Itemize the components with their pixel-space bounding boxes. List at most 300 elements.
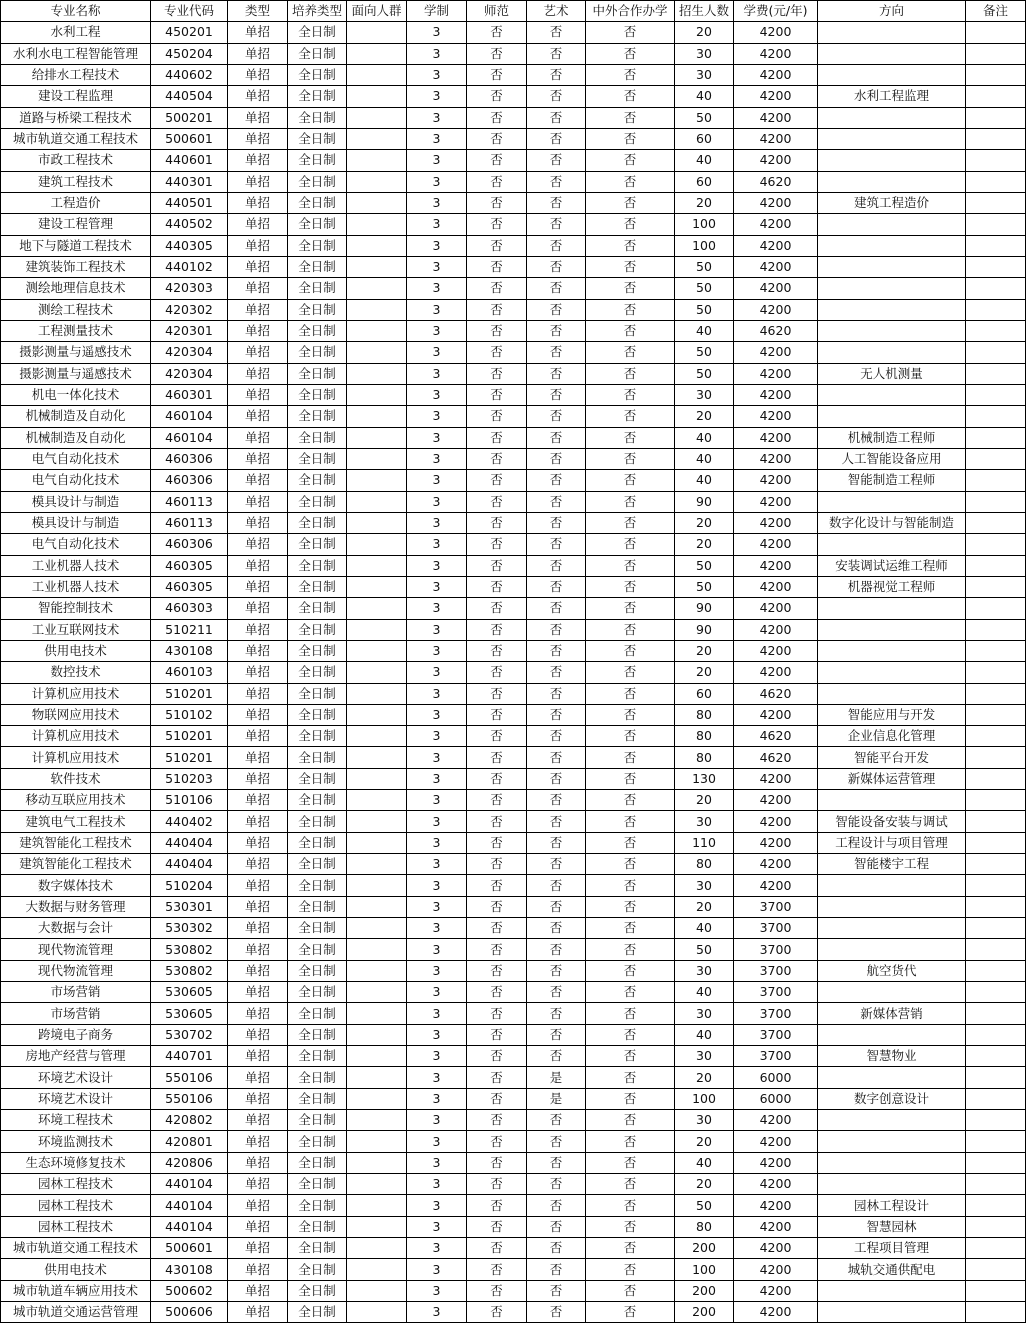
- cell-sino-foreign: 否: [586, 1088, 675, 1109]
- cell-type: 单招: [228, 363, 288, 384]
- cell-teacher-training: 否: [467, 1088, 527, 1109]
- cell-target-group: [347, 662, 407, 683]
- cell-type: 单招: [228, 320, 288, 341]
- table-row: [1, 747, 1026, 768]
- cell-tuition: 4200: [734, 790, 818, 811]
- cell-major-name: 生态环境修复技术: [1, 1152, 151, 1173]
- cell-enrollment: 50: [675, 576, 734, 597]
- cell-direction: [818, 491, 966, 512]
- cell-duration: 3: [407, 1238, 467, 1259]
- cell-sino-foreign: 否: [586, 1238, 675, 1259]
- cell-type: 单招: [228, 576, 288, 597]
- cell-sino-foreign: 否: [586, 790, 675, 811]
- cell-duration: 3: [407, 619, 467, 640]
- cell-art: 否: [527, 1238, 586, 1259]
- cell-type: 单招: [228, 512, 288, 533]
- cell-sino-foreign: 否: [586, 512, 675, 533]
- cell-enrollment: 20: [675, 662, 734, 683]
- cell-direction: 无人机测量: [818, 363, 966, 384]
- cell-target-group: [347, 534, 407, 555]
- cell-tuition: 3700: [734, 1046, 818, 1067]
- cell-training-type: 全日制: [288, 1024, 347, 1045]
- cell-duration: 3: [407, 320, 467, 341]
- table-row: [1, 427, 1026, 448]
- cell-art: 否: [527, 235, 586, 256]
- cell-teacher-training: 否: [467, 107, 527, 128]
- cell-duration: 3: [407, 342, 467, 363]
- cell-direction: [818, 342, 966, 363]
- cell-teacher-training: 否: [467, 1024, 527, 1045]
- table-row: [1, 683, 1026, 704]
- cell-target-group: [347, 1259, 407, 1280]
- cell-type: 单招: [228, 918, 288, 939]
- cell-duration: 3: [407, 982, 467, 1003]
- cell-sino-foreign: 否: [586, 918, 675, 939]
- cell-type: 单招: [228, 896, 288, 917]
- cell-art: 否: [527, 1302, 586, 1323]
- cell-training-type: 全日制: [288, 256, 347, 277]
- table-row: [1, 1195, 1026, 1216]
- cell-duration: 3: [407, 1302, 467, 1323]
- cell-type: 单招: [228, 1195, 288, 1216]
- cell-art: 否: [527, 811, 586, 832]
- cell-direction: 园林工程设计: [818, 1195, 966, 1216]
- cell-type: 单招: [228, 448, 288, 469]
- cell-direction: [818, 278, 966, 299]
- table-row: [1, 43, 1026, 64]
- cell-tuition: 4200: [734, 86, 818, 107]
- cell-enrollment: 40: [675, 427, 734, 448]
- table-row: [1, 1259, 1026, 1280]
- cell-remarks: [966, 1131, 1026, 1152]
- cell-direction: 智慧园林: [818, 1216, 966, 1237]
- cell-duration: 3: [407, 448, 467, 469]
- cell-art: 否: [527, 1280, 586, 1301]
- cell-duration: 3: [407, 214, 467, 235]
- cell-remarks: [966, 512, 1026, 533]
- cell-training-type: 全日制: [288, 683, 347, 704]
- cell-enrollment: 20: [675, 22, 734, 43]
- cell-major-name: 城市轨道车辆应用技术: [1, 1280, 151, 1301]
- cell-training-type: 全日制: [288, 491, 347, 512]
- cell-sino-foreign: 否: [586, 1046, 675, 1067]
- cell-remarks: [966, 150, 1026, 171]
- cell-remarks: [966, 534, 1026, 555]
- cell-duration: 3: [407, 576, 467, 597]
- cell-tuition: 4200: [734, 1259, 818, 1280]
- cell-duration: 3: [407, 1046, 467, 1067]
- cell-art: 否: [527, 363, 586, 384]
- cell-training-type: 全日制: [288, 192, 347, 213]
- cell-training-type: 全日制: [288, 854, 347, 875]
- cell-training-type: 全日制: [288, 235, 347, 256]
- cell-type: 单招: [228, 939, 288, 960]
- table-row: [1, 1003, 1026, 1024]
- cell-art: 否: [527, 406, 586, 427]
- cell-enrollment: 100: [675, 235, 734, 256]
- cell-remarks: [966, 1280, 1026, 1301]
- cell-tuition: 4620: [734, 171, 818, 192]
- cell-major-name: 模具设计与制造: [1, 512, 151, 533]
- cell-target-group: [347, 491, 407, 512]
- cell-major-code: 440104: [151, 1195, 228, 1216]
- cell-target-group: [347, 278, 407, 299]
- cell-enrollment: 40: [675, 86, 734, 107]
- cell-art: 否: [527, 427, 586, 448]
- cell-tuition: 3700: [734, 896, 818, 917]
- cell-duration: 3: [407, 171, 467, 192]
- cell-art: 否: [527, 192, 586, 213]
- cell-type: 单招: [228, 1003, 288, 1024]
- cell-major-code: 530702: [151, 1024, 228, 1045]
- cell-remarks: [966, 22, 1026, 43]
- cell-enrollment: 40: [675, 982, 734, 1003]
- cell-duration: 3: [407, 811, 467, 832]
- cell-duration: 3: [407, 747, 467, 768]
- cell-target-group: [347, 1302, 407, 1323]
- table-row: [1, 22, 1026, 43]
- cell-teacher-training: 否: [467, 747, 527, 768]
- cell-training-type: 全日制: [288, 448, 347, 469]
- cell-enrollment: 30: [675, 960, 734, 981]
- cell-major-name: 建筑智能化工程技术: [1, 854, 151, 875]
- cell-sino-foreign: 否: [586, 875, 675, 896]
- cell-training-type: 全日制: [288, 939, 347, 960]
- cell-major-code: 430108: [151, 1259, 228, 1280]
- cell-type: 单招: [228, 704, 288, 725]
- cell-art: 否: [527, 43, 586, 64]
- cell-type: 单招: [228, 768, 288, 789]
- table-row: [1, 192, 1026, 213]
- cell-teacher-training: 否: [467, 1238, 527, 1259]
- cell-training-type: 全日制: [288, 1302, 347, 1323]
- cell-target-group: [347, 43, 407, 64]
- cell-tuition: 3700: [734, 960, 818, 981]
- cell-sino-foreign: 否: [586, 960, 675, 981]
- cell-major-code: 460306: [151, 534, 228, 555]
- cell-remarks: [966, 939, 1026, 960]
- cell-remarks: [966, 384, 1026, 405]
- col-header-remarks: 备注: [966, 1, 1026, 22]
- cell-remarks: [966, 491, 1026, 512]
- cell-remarks: [966, 64, 1026, 85]
- cell-type: 单招: [228, 150, 288, 171]
- cell-tuition: 4200: [734, 107, 818, 128]
- cell-duration: 3: [407, 918, 467, 939]
- cell-type: 单招: [228, 1216, 288, 1237]
- col-header-sino-foreign: 中外合作办学: [586, 1, 675, 22]
- cell-major-code: 460103: [151, 662, 228, 683]
- table-row: [1, 854, 1026, 875]
- cell-remarks: [966, 875, 1026, 896]
- cell-major-name: 测绘地理信息技术: [1, 278, 151, 299]
- cell-art: 否: [527, 640, 586, 661]
- cell-tuition: 4200: [734, 598, 818, 619]
- table-row: [1, 512, 1026, 533]
- cell-sino-foreign: 否: [586, 832, 675, 853]
- cell-target-group: [347, 64, 407, 85]
- cell-major-code: 440104: [151, 1174, 228, 1195]
- cell-training-type: 全日制: [288, 342, 347, 363]
- cell-duration: 3: [407, 555, 467, 576]
- cell-enrollment: 80: [675, 704, 734, 725]
- cell-major-name: 电气自动化技术: [1, 470, 151, 491]
- cell-major-code: 510201: [151, 747, 228, 768]
- table-row: [1, 299, 1026, 320]
- cell-enrollment: 80: [675, 747, 734, 768]
- cell-sino-foreign: 否: [586, 342, 675, 363]
- cell-remarks: [966, 1259, 1026, 1280]
- cell-training-type: 全日制: [288, 1216, 347, 1237]
- table-row: [1, 1302, 1026, 1323]
- cell-teacher-training: 否: [467, 683, 527, 704]
- cell-major-code: 510106: [151, 790, 228, 811]
- cell-major-name: 建设工程管理: [1, 214, 151, 235]
- cell-art: 否: [527, 854, 586, 875]
- cell-remarks: [966, 171, 1026, 192]
- cell-art: 否: [527, 1259, 586, 1280]
- cell-sino-foreign: 否: [586, 1067, 675, 1088]
- cell-major-code: 440502: [151, 214, 228, 235]
- cell-tuition: 4200: [734, 22, 818, 43]
- cell-target-group: [347, 1280, 407, 1301]
- cell-training-type: 全日制: [288, 747, 347, 768]
- cell-tuition: 4200: [734, 363, 818, 384]
- cell-major-name: 模具设计与制造: [1, 491, 151, 512]
- cell-tuition: 4200: [734, 619, 818, 640]
- cell-direction: [818, 918, 966, 939]
- cell-duration: 3: [407, 491, 467, 512]
- cell-remarks: [966, 342, 1026, 363]
- cell-direction: 建筑工程造价: [818, 192, 966, 213]
- cell-remarks: [966, 1024, 1026, 1045]
- cell-enrollment: 20: [675, 1067, 734, 1088]
- table-row: [1, 1174, 1026, 1195]
- cell-target-group: [347, 683, 407, 704]
- cell-tuition: 4200: [734, 470, 818, 491]
- cell-tuition: 4620: [734, 747, 818, 768]
- cell-duration: 3: [407, 406, 467, 427]
- cell-target-group: [347, 790, 407, 811]
- cell-tuition: 4200: [734, 43, 818, 64]
- cell-enrollment: 20: [675, 640, 734, 661]
- cell-art: 否: [527, 342, 586, 363]
- header-row: [1, 1, 1026, 22]
- cell-training-type: 全日制: [288, 1003, 347, 1024]
- cell-type: 单招: [228, 640, 288, 661]
- cell-art: 否: [527, 790, 586, 811]
- cell-remarks: [966, 363, 1026, 384]
- cell-remarks: [966, 790, 1026, 811]
- cell-training-type: 全日制: [288, 640, 347, 661]
- cell-remarks: [966, 107, 1026, 128]
- cell-major-code: 550106: [151, 1088, 228, 1109]
- cell-training-type: 全日制: [288, 1088, 347, 1109]
- cell-remarks: [966, 320, 1026, 341]
- cell-teacher-training: 否: [467, 1280, 527, 1301]
- cell-art: 否: [527, 214, 586, 235]
- cell-tuition: 4200: [734, 1280, 818, 1301]
- table-body: [1, 22, 1026, 1323]
- cell-duration: 3: [407, 1110, 467, 1131]
- cell-remarks: [966, 299, 1026, 320]
- cell-remarks: [966, 406, 1026, 427]
- table-row: [1, 491, 1026, 512]
- cell-teacher-training: 否: [467, 1003, 527, 1024]
- cell-direction: [818, 384, 966, 405]
- cell-duration: 3: [407, 939, 467, 960]
- cell-enrollment: 50: [675, 342, 734, 363]
- cell-type: 单招: [228, 1152, 288, 1173]
- cell-type: 单招: [228, 1067, 288, 1088]
- cell-training-type: 全日制: [288, 299, 347, 320]
- cell-target-group: [347, 1238, 407, 1259]
- cell-direction: 智能楼宇工程: [818, 854, 966, 875]
- cell-type: 单招: [228, 662, 288, 683]
- cell-direction: 水利工程监理: [818, 86, 966, 107]
- cell-teacher-training: 否: [467, 235, 527, 256]
- cell-remarks: [966, 555, 1026, 576]
- cell-major-code: 440301: [151, 171, 228, 192]
- cell-sino-foreign: 否: [586, 363, 675, 384]
- cell-target-group: [347, 256, 407, 277]
- cell-duration: 3: [407, 832, 467, 853]
- cell-art: 否: [527, 107, 586, 128]
- cell-enrollment: 20: [675, 534, 734, 555]
- cell-duration: 3: [407, 1174, 467, 1195]
- cell-remarks: [966, 1216, 1026, 1237]
- cell-remarks: [966, 128, 1026, 149]
- cell-training-type: 全日制: [288, 555, 347, 576]
- cell-direction: [818, 662, 966, 683]
- cell-type: 单招: [228, 1024, 288, 1045]
- cell-enrollment: 40: [675, 150, 734, 171]
- cell-direction: [818, 64, 966, 85]
- cell-direction: [818, 1067, 966, 1088]
- cell-remarks: [966, 662, 1026, 683]
- cell-sino-foreign: 否: [586, 64, 675, 85]
- cell-remarks: [966, 86, 1026, 107]
- col-header-major-code: 专业代码: [151, 1, 228, 22]
- cell-training-type: 全日制: [288, 1195, 347, 1216]
- cell-enrollment: 40: [675, 918, 734, 939]
- cell-sino-foreign: 否: [586, 192, 675, 213]
- cell-target-group: [347, 1024, 407, 1045]
- col-header-training-type: 培养类型: [288, 1, 347, 22]
- cell-major-name: 建筑智能化工程技术: [1, 832, 151, 853]
- cell-direction: [818, 320, 966, 341]
- table-row: [1, 86, 1026, 107]
- cell-sino-foreign: 否: [586, 619, 675, 640]
- cell-sino-foreign: 否: [586, 555, 675, 576]
- cell-art: 否: [527, 491, 586, 512]
- cell-remarks: [966, 832, 1026, 853]
- cell-direction: [818, 1174, 966, 1195]
- cell-target-group: [347, 939, 407, 960]
- cell-type: 单招: [228, 22, 288, 43]
- cell-art: 否: [527, 875, 586, 896]
- cell-direction: [818, 150, 966, 171]
- cell-training-type: 全日制: [288, 982, 347, 1003]
- cell-type: 单招: [228, 790, 288, 811]
- cell-direction: [818, 598, 966, 619]
- cell-type: 单招: [228, 982, 288, 1003]
- cell-remarks: [966, 811, 1026, 832]
- cell-type: 单招: [228, 406, 288, 427]
- cell-training-type: 全日制: [288, 576, 347, 597]
- table-row: [1, 470, 1026, 491]
- cell-teacher-training: 否: [467, 854, 527, 875]
- cell-remarks: [966, 854, 1026, 875]
- cell-sino-foreign: 否: [586, 1003, 675, 1024]
- cell-direction: [818, 939, 966, 960]
- cell-major-code: 500602: [151, 1280, 228, 1301]
- cell-remarks: [966, 918, 1026, 939]
- cell-remarks: [966, 1067, 1026, 1088]
- cell-teacher-training: 否: [467, 427, 527, 448]
- cell-teacher-training: 否: [467, 448, 527, 469]
- cell-teacher-training: 否: [467, 768, 527, 789]
- cell-major-name: 道路与桥梁工程技术: [1, 107, 151, 128]
- table-header: [1, 1, 1026, 22]
- cell-major-code: 440404: [151, 854, 228, 875]
- table-row: [1, 214, 1026, 235]
- cell-duration: 3: [407, 704, 467, 725]
- cell-target-group: [347, 512, 407, 533]
- table-row: [1, 320, 1026, 341]
- cell-teacher-training: 否: [467, 790, 527, 811]
- cell-art: 否: [527, 683, 586, 704]
- cell-direction: 智能设备安装与调试: [818, 811, 966, 832]
- cell-enrollment: 40: [675, 470, 734, 491]
- cell-sino-foreign: 否: [586, 747, 675, 768]
- cell-sino-foreign: 否: [586, 22, 675, 43]
- cell-remarks: [966, 214, 1026, 235]
- cell-type: 单招: [228, 598, 288, 619]
- cell-duration: 3: [407, 64, 467, 85]
- cell-art: 否: [527, 662, 586, 683]
- cell-sino-foreign: 否: [586, 1259, 675, 1280]
- cell-target-group: [347, 982, 407, 1003]
- cell-target-group: [347, 214, 407, 235]
- cell-duration: 3: [407, 256, 467, 277]
- cell-major-code: 460305: [151, 555, 228, 576]
- cell-sino-foreign: 否: [586, 1302, 675, 1323]
- cell-duration: 3: [407, 598, 467, 619]
- cell-art: 否: [527, 171, 586, 192]
- cell-target-group: [347, 107, 407, 128]
- cell-major-code: 500201: [151, 107, 228, 128]
- cell-sino-foreign: 否: [586, 406, 675, 427]
- cell-type: 单招: [228, 86, 288, 107]
- table-row: [1, 278, 1026, 299]
- cell-training-type: 全日制: [288, 320, 347, 341]
- cell-tuition: 4200: [734, 576, 818, 597]
- cell-teacher-training: 否: [467, 534, 527, 555]
- table-row: [1, 875, 1026, 896]
- cell-major-code: 450204: [151, 43, 228, 64]
- cell-type: 单招: [228, 470, 288, 491]
- cell-training-type: 全日制: [288, 1280, 347, 1301]
- cell-art: 否: [527, 22, 586, 43]
- cell-sino-foreign: 否: [586, 299, 675, 320]
- cell-direction: 机器视觉工程师: [818, 576, 966, 597]
- cell-teacher-training: 否: [467, 128, 527, 149]
- cell-tuition: 4200: [734, 875, 818, 896]
- cell-target-group: [347, 235, 407, 256]
- cell-major-name: 机械制造及自动化: [1, 427, 151, 448]
- cell-sino-foreign: 否: [586, 598, 675, 619]
